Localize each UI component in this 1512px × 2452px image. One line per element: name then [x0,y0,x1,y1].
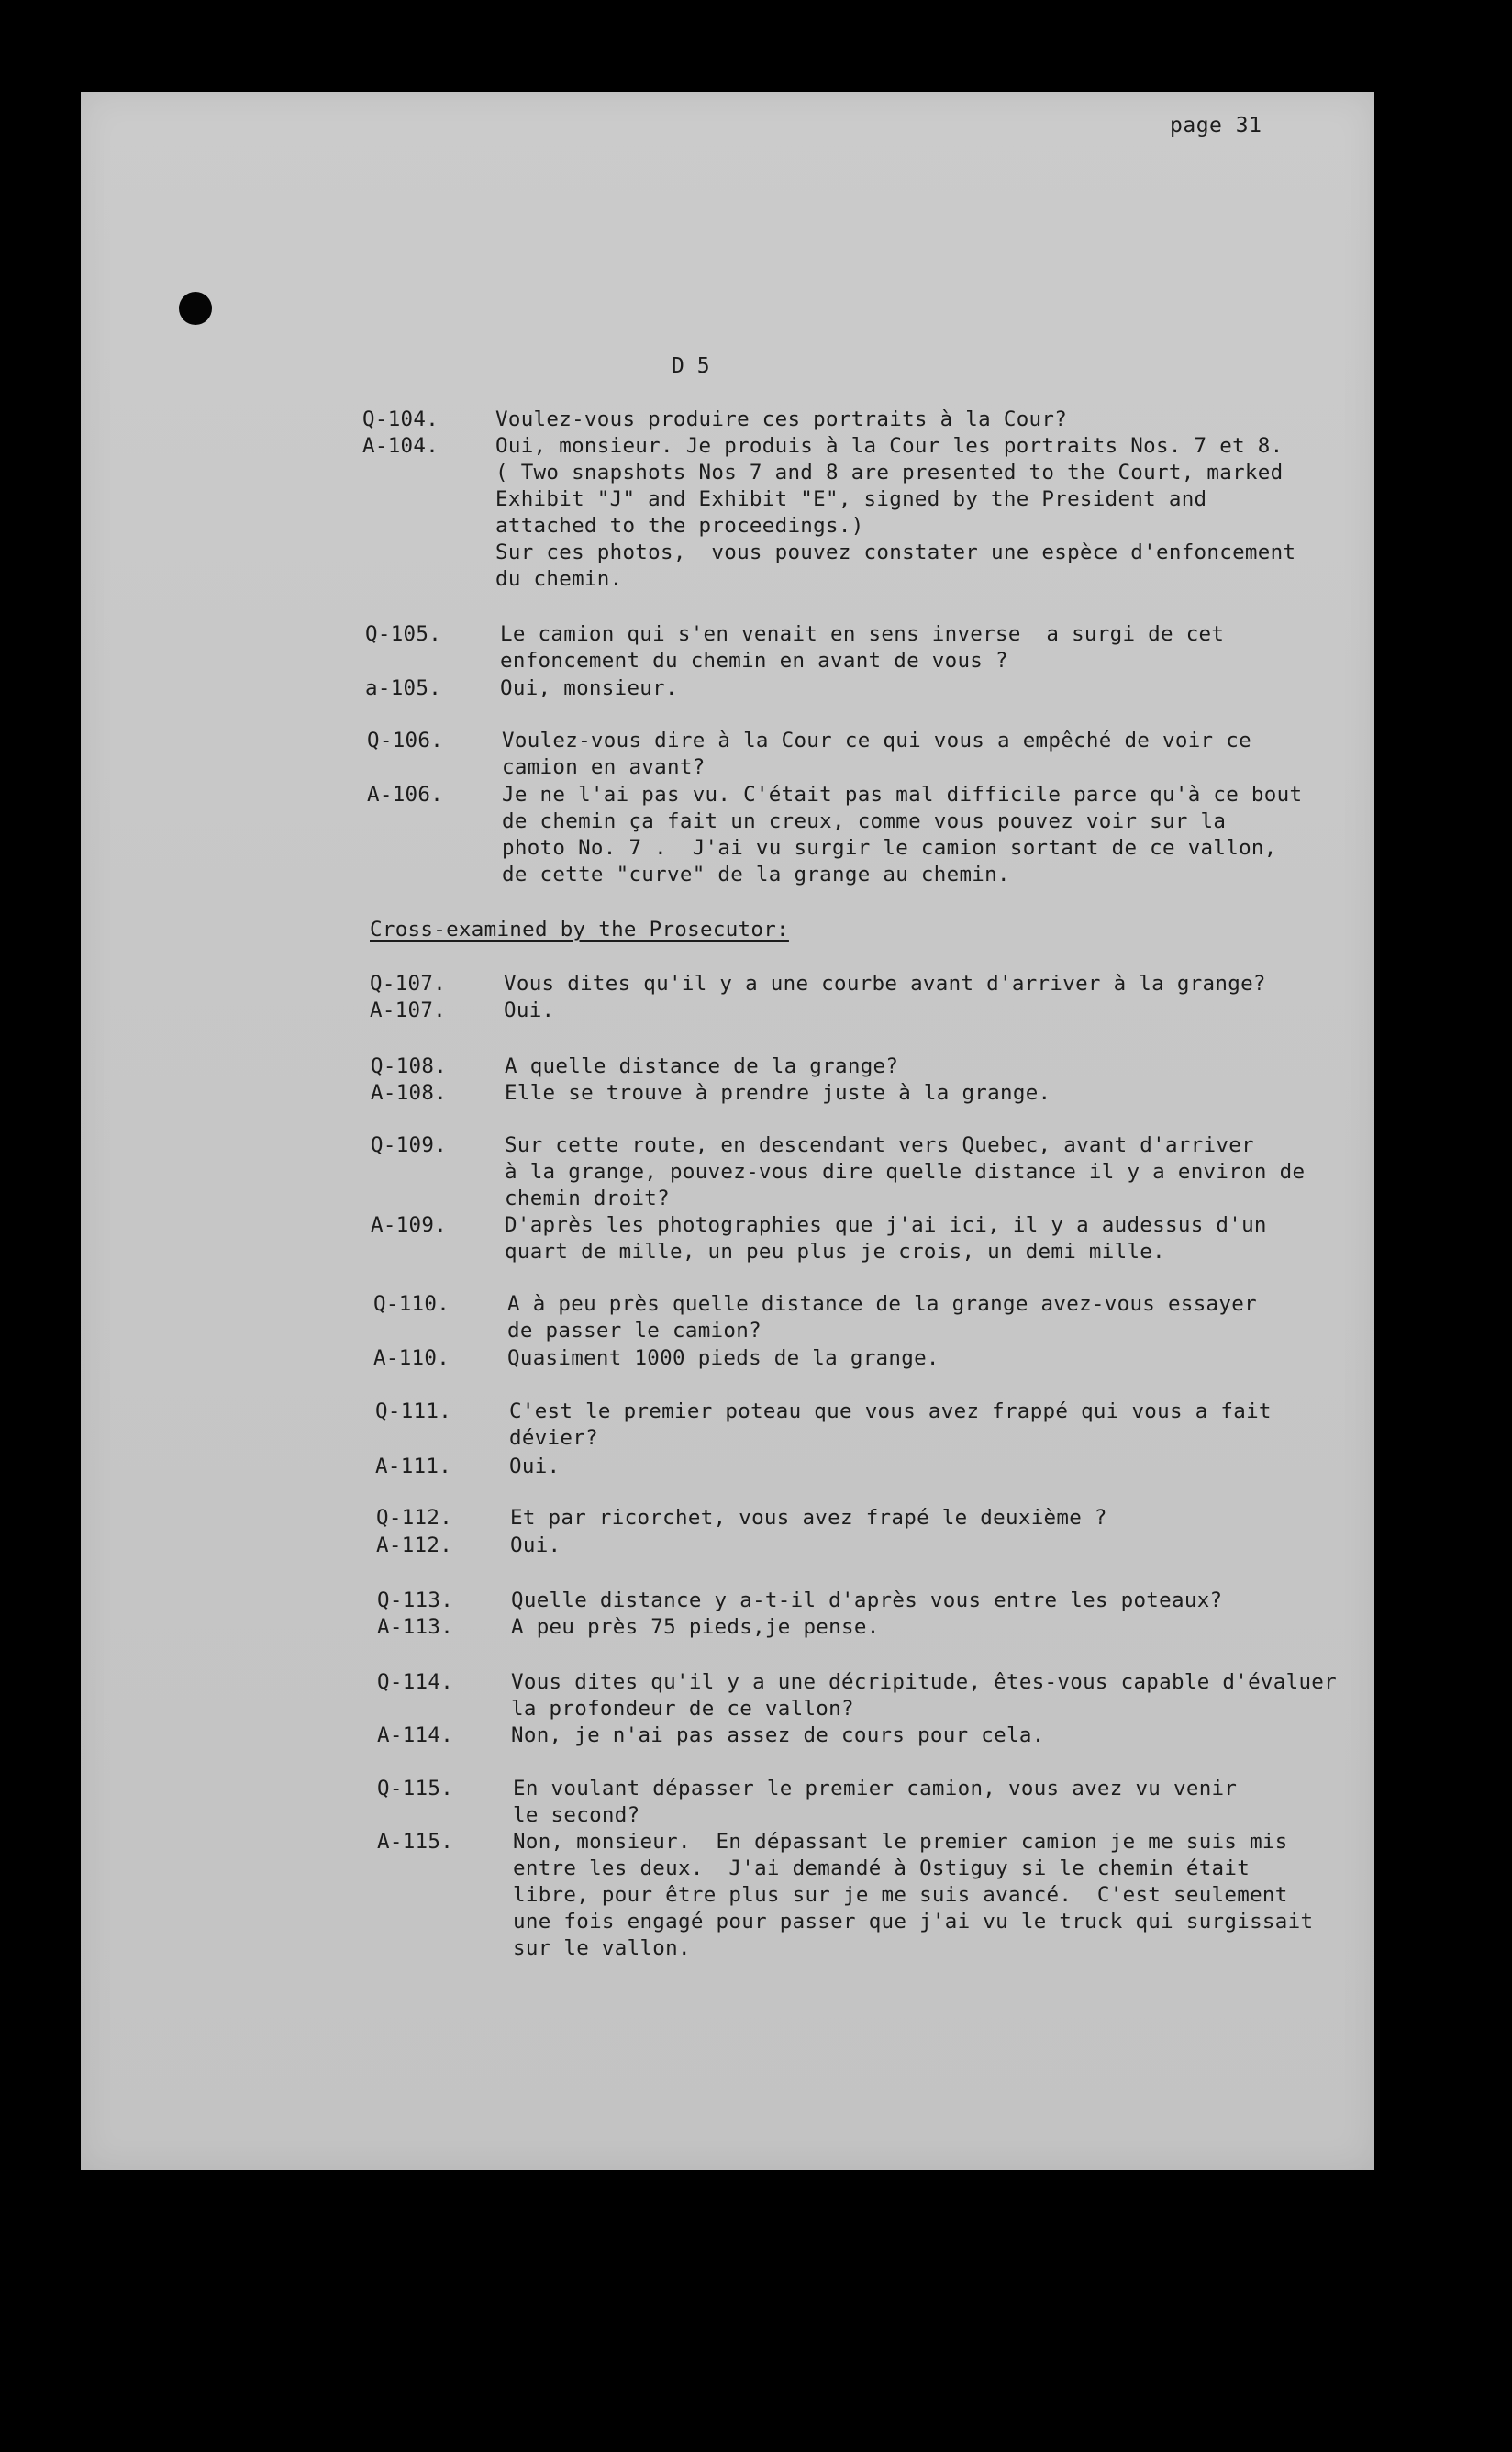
qa-entry [367,728,1251,781]
qa-text: Non, je n'ai pas assez de cours pour cela. [511,1723,1045,1747]
qa-entry [376,1505,1107,1532]
qa-text: Oui. [510,1533,561,1557]
qa-label: Q-111. [375,1399,452,1423]
qa-label: Q-108. [371,1054,448,1078]
qa-text: Elle se trouve à prendre juste à la grange. [505,1081,1051,1105]
qa-label: Q-107. [370,972,447,996]
qa-text: Le camion qui s'en venait en sens inverse a surgi de cet enfoncement du chemin en avant de vous ? [500,622,1225,673]
qa-text: A à peu près quelle distance de la grange avez-vous essayer de passer le camion? [507,1292,1257,1343]
qa-entry [375,1454,560,1480]
qa-entry [373,1345,939,1372]
qa-label: A-113. [377,1615,454,1639]
qa-text: Sur cette route, en descendant vers Quebec, avant d'arriver à la grange, pouvez-vous dire quelle distance il y a environ de chemin droit? [505,1133,1306,1210]
qa-entry [373,1291,1257,1344]
qa-label: A-110. [373,1346,450,1370]
qa-label: A-109. [371,1213,448,1237]
qa-label: A-108. [371,1081,448,1105]
qa-text: Oui. [509,1454,561,1478]
qa-entry [365,621,1224,674]
qa-label: Q-114. [377,1670,454,1694]
qa-label: A-115. [377,1830,454,1854]
qa-text: Quasiment 1000 pieds de la grange. [507,1346,939,1370]
qa-entry [370,998,554,1024]
qa-label: A-104. [362,434,439,458]
qa-text: Oui. [504,998,555,1022]
qa-label: Q-113. [377,1588,454,1612]
qa-text: Quelle distance y a-t-il d'après vous entre les poteaux? [511,1588,1223,1612]
qa-label: Q-110. [373,1292,450,1316]
qa-text: Et par ricorchet, vous avez frapé le deuxième ? [510,1506,1107,1530]
qa-text: Oui, monsieur. [500,676,678,700]
qa-label: Q-106. [367,729,444,752]
qa-text: A peu près 75 pieds,je pense. [511,1615,880,1639]
qa-text: Voulez-vous produire ces portraits à la Cour? [495,407,1068,431]
section-marker: D 5 [672,354,710,378]
qa-text: Vous dites qu'il y a une courbe avant d'arriver à la grange? [504,972,1266,996]
qa-text: Voulez-vous dire à la Cour ce qui vous a empêché de voir ce camion en avant? [502,729,1251,779]
qa-entry [376,1532,561,1559]
qa-entry [371,1212,1267,1265]
qa-text: Non, monsieur. En dépassant le premier camion je me suis mis entre les deux. J'ai demandé à Ostiguy si le chemin était libre, pour être plus sur je me suis avancé. C'est seulement une fois engagé pour passer que j'ai vu le truck qui surgissait sur le vallon. [513,1830,1314,1960]
qa-entry [367,782,1302,888]
qa-text: Je ne l'ai pas vu. C'était pas mal difficile parce qu'à ce bout de chemin ça fait un creux, comme vous pouvez voir sur la photo No. 7 . J'ai vu surgir le camion sortant de ce vallon, de cette "curve" de la grange au chemin. [502,783,1303,886]
qa-text: En voulant dépasser le premier camion, vous avez vu venir le second? [513,1777,1238,1827]
page-number: page 31 [1170,114,1262,138]
qa-entry [375,1399,1272,1452]
qa-entry [377,1776,1237,1829]
qa-label: Q-104. [362,407,439,431]
qa-label: Q-112. [376,1506,453,1530]
qa-label: Q-105. [365,622,442,646]
qa-text: C'est le premier poteau que vous avez frappé qui vous a fait dévier? [509,1399,1272,1450]
qa-text: D'après les photographies que j'ai ici, il y a audessus d'un quart de mille, un peu plus je crois, un demi mille. [505,1213,1267,1264]
qa-label: a-105. [365,676,442,700]
qa-entry [377,1669,1337,1722]
qa-label: A-111. [375,1454,452,1478]
qa-entry [362,407,1067,433]
qa-text: Vous dites qu'il y a une décripitude, êtes-vous capable d'évaluer la profondeur de ce vallon? [511,1670,1337,1721]
qa-entry [377,1829,1313,1962]
qa-text: A quelle distance de la grange? [505,1054,899,1078]
qa-entry [365,675,678,702]
qa-label: Q-115. [377,1777,454,1800]
qa-text: Oui, monsieur. Je produis à la Cour les portraits Nos. 7 et 8. ( Two snapshots Nos 7 and 8 are presented to the Court, marked Exhibit "J" and Exhibit "E", signed by the President and attached to the proceedings.) Sur ces photos, vous pouvez constater une espèce d'enfoncement du chemin. [495,434,1296,591]
qa-entry [377,1722,1045,1749]
qa-entry [362,433,1295,593]
qa-entry [371,1053,898,1080]
cross-exam-heading: Cross-examined by the Prosecutor: [370,918,789,942]
qa-label: A-106. [367,783,444,807]
qa-entry [370,971,1266,998]
qa-entry [377,1588,1222,1614]
qa-entry [371,1132,1305,1212]
qa-label: A-114. [377,1723,454,1747]
qa-entry [377,1614,880,1641]
punch-hole [179,292,212,325]
qa-label: A-112. [376,1533,453,1557]
qa-label: A-107. [370,998,447,1022]
qa-entry [371,1080,1051,1107]
qa-label: Q-109. [371,1133,448,1157]
